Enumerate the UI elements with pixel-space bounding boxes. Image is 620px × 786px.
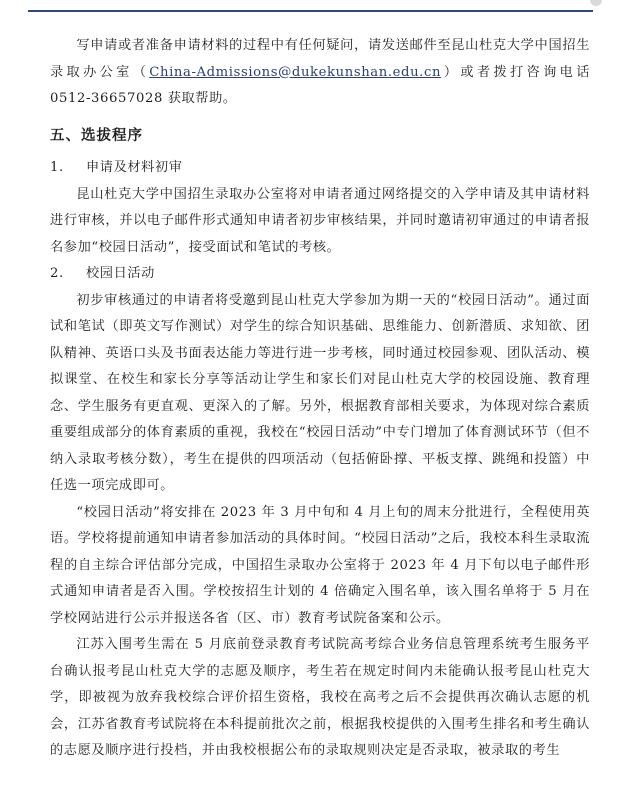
item-2-number: 2. [50, 266, 64, 281]
item-2-paragraph-1: 初步审核通过的申请者将受邀到昆山杜克大学参加为期一天的“校园日活动”。通过面试和笔试（即英文写作测试）对学生的综合知识基础、思维能力、创新潜质、求知欲、团队精神、英语口头及书面表达能力等进行进一步考核，同时通过校园参观、团队活动、模拟课堂、在校生和家长分享等活动让学生和家长们对昆山杜克大学的校园设施、教育理念、学生服务有更直观、更深入的了解。另外，根据教育部相关要求，为体现对综合素质重要组成部分的体育素质的重视，我校在“校园日活动”中专门增加了体育测试环节（但不纳入录取考核分数），考生在提供的四项活动（包括俯卧撑、平板支撑、跳绳和投篮）中任选一项完成即可。 [50, 292, 590, 493]
intro-text-before-email: 写申请或者准备申请材料的过程中有任何疑问，请发送邮件至昆山杜克大学中国招生录取办公室（ [50, 38, 590, 80]
intro-text-after-email: ）或者拨打咨询电话 0512-36657028 获取帮助。 [50, 64, 590, 106]
page-corner-mark [590, 0, 602, 6]
admissions-email-link[interactable]: China-Admissions@dukekunshan.edu.cn [149, 64, 442, 80]
item-2-paragraph-2: “校园日活动”将安排在 2023 年 3 月中旬和 4 月上旬的周末分批进行，全程使用英语。学校将提前通知申请者参加活动的具体时间。“校园日活动”之后，我校本科生录取流程的自主综合评估部分完成，中国招生录取办公室将于 2023 年 4 月下旬以电子邮件形式通知申请者是否入围。学校按招生计划的 4 倍确定入围名单，该入围名单将于 5 月在学校网站进行公示并报送各省（区、市）教育考试院备案和公示。 [50, 504, 590, 626]
item-1-title: 申请及材料初审 [86, 160, 183, 175]
item-1-paragraph: 昆山杜克大学中国招生录取办公室将对申请者通过网络提交的入学申请及其申请材料进行审核，并以电子邮件形式通知申请者初步审核结果，并同时邀请初审通过的申请者报名参加“校园日活动”，接受面试和笔试的考核。 [50, 186, 590, 255]
item-2-title-row [50, 261, 590, 288]
item-1-title-row [50, 155, 590, 182]
header-rule [28, 10, 593, 12]
item-2-paragraph-3: 江苏入围考生需在 5 月底前登录教育考试院高考综合业务信息管理系统考生服务平台确认报考昆山杜克大学的志愿及顺序，考生若在规定时间内未能确认报考昆山杜克大学，即被视为放弃我校综合评价招生资格，我校在高考之后不会提供再次确认志愿的机会，江苏省教育考试院将在本科提前批次之前，根据我校提供的入围考生排名和考生确认的志愿及顺序进行投档，并由我校根据公布的录取规则决定是否录取，被录取的考生 [50, 637, 590, 758]
item-2-title: 校园日活动 [86, 266, 155, 281]
section-heading: 五、选拔程序 [50, 126, 143, 144]
intro-paragraph [50, 33, 590, 113]
document-body [50, 33, 590, 765]
item-1-number: 1. [50, 160, 64, 175]
